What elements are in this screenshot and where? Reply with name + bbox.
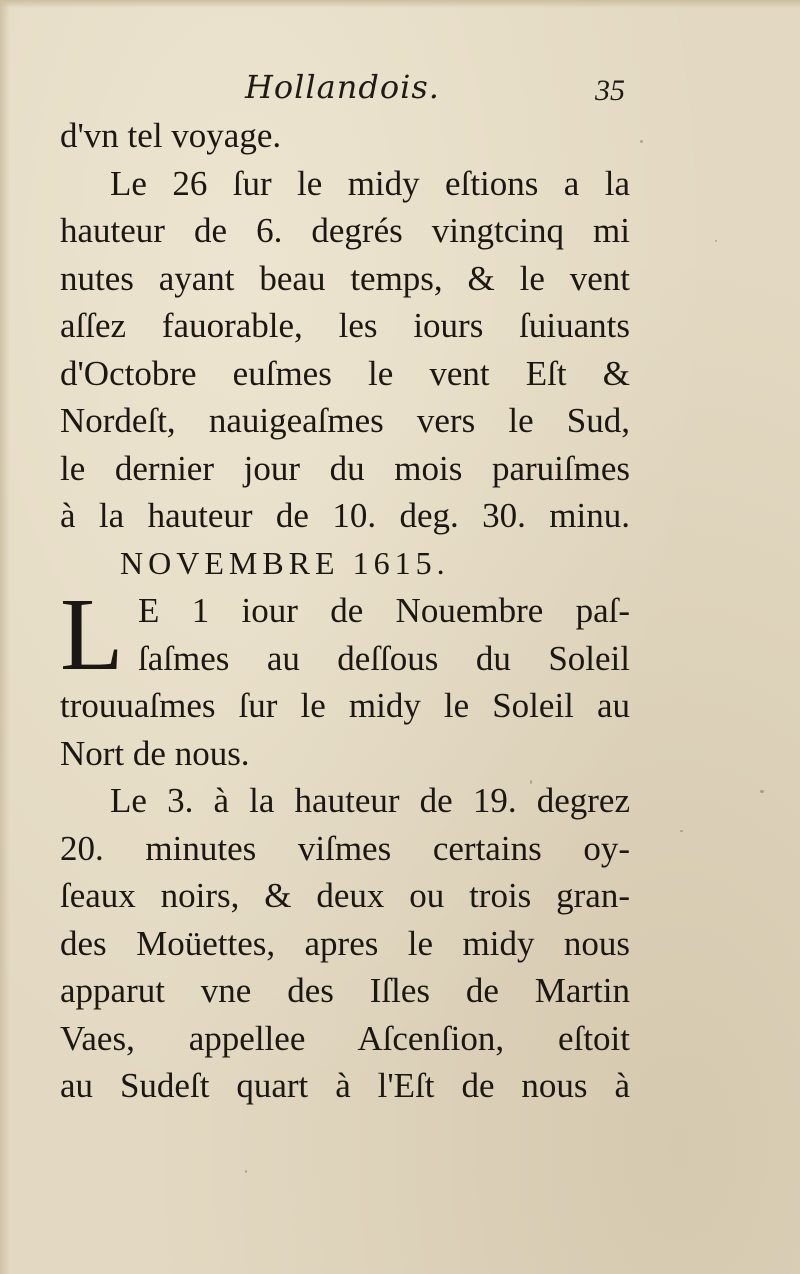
page-header [60,62,640,112]
text-line: 20. minutes viſmes certains oy- [60,828,630,868]
text-line: à la hauteur de 10. deg. 30. minu. [60,496,630,535]
text-line: hauteur de 6. degrés vingtcinq mi [60,211,630,250]
drop-cap: L [60,577,124,692]
page-number: 35 [595,74,625,107]
text-line: nutes ayant beau temps, & le vent [60,258,630,298]
text-line: aſſez fauorable, les iours ſuiuants [60,306,630,345]
text-line: le dernier jour du mois paruiſmes [60,448,630,488]
paper-speck [640,140,643,143]
text-line: Le 3. à la hauteur de 19. degrez [110,781,630,820]
text-line: E 1 iour de Nouembre paſ- [138,591,630,630]
text-line: au Sudeſt quart à l'Eſt de nous à [60,1066,630,1105]
body-text [60,112,630,1110]
text-line: Nordeſt, nauigeaſmes vers le Sud, [60,401,630,440]
paper-speck [245,1170,247,1173]
text-line: Le 26 ſur le midy eſtions a la [110,163,630,203]
text-line: Nort de nous. [60,733,250,773]
paper-speck [680,830,683,832]
paper-speck [760,790,764,793]
page-left-edge [0,0,10,1274]
text-line: trouuaſmes ſur le midy le Soleil au [60,686,630,725]
text-line: apparut vne des Iſles de Martin [60,971,630,1010]
text-line: d'vn tel voyage. [60,116,282,155]
paper-speck [715,240,717,242]
text-line: ſeaux noirs, & deux ou trois gran- [60,876,630,915]
text-line: Vaes, appellee Aſcenſion, eſtoit [60,1018,630,1058]
section-heading: NOVEMBRE 1615. [120,544,450,581]
page-top-edge [0,0,800,8]
dropcap-paragraph [60,577,630,692]
running-head: Hollandois. [245,68,440,106]
text-line: des Moüettes, apres le midy nous [60,923,630,963]
text-line: d'Octobre euſmes le vent Eſt & [60,353,630,393]
text-line: ſaſmes au deſſous du Soleil [138,638,630,678]
